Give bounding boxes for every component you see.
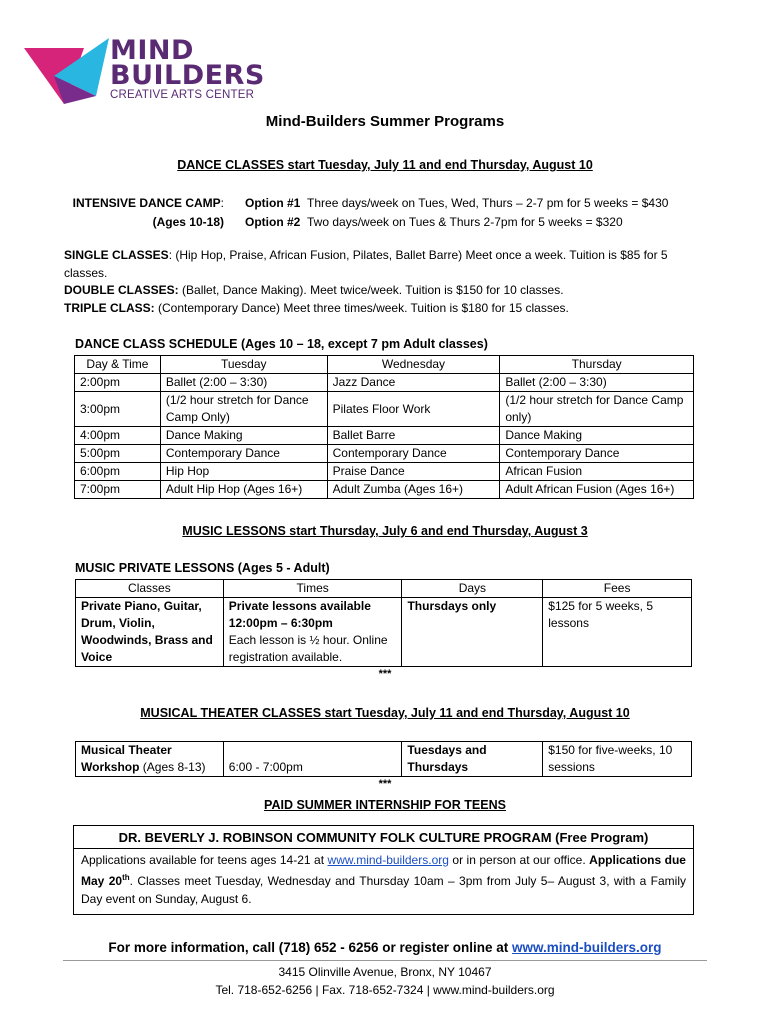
table-row xyxy=(75,374,694,392)
footer-divider xyxy=(63,960,707,961)
table-cell: (1/2 hour stretch for Dance Camp only) xyxy=(500,392,694,427)
table-header-row xyxy=(75,356,694,374)
table-cell: 2:00pm xyxy=(75,374,161,392)
table-cell: 4:00pm xyxy=(75,427,161,445)
table-cell: Adult Hip Hop (Ages 16+) xyxy=(160,481,327,499)
camp-label: INTENSIVE DANCE CAMP: xyxy=(72,196,224,210)
times-range: 12:00pm – 6:30pm xyxy=(228,616,333,630)
table-row xyxy=(75,481,694,499)
theater-name-cell: Musical Theater Workshop (Ages 8-13) xyxy=(76,742,224,777)
page-title: Mind-Builders Summer Programs xyxy=(265,113,505,130)
header-thursday: Thursday xyxy=(500,356,694,374)
dance-classes-info xyxy=(64,247,704,317)
theater-heading: MUSICAL THEATER CLASSES start Tuesday, July 11 and end Thursday, August 10 xyxy=(140,706,630,720)
internship-link[interactable]: www.mind-builders.org xyxy=(327,853,449,867)
table-cell: Ballet (2:00 – 3:30) xyxy=(500,374,694,392)
music-classes-cell: Private Piano, Guitar, Drum, Violin, Woodwinds, Brass and Voice xyxy=(76,598,224,667)
table-row xyxy=(75,427,694,445)
schedule-title: DANCE CLASS SCHEDULE (Ages 10 – 18, except 7 pm Adult classes) xyxy=(75,337,488,351)
table-cell: 6:00pm xyxy=(75,463,161,481)
header-day-time: Day & Time xyxy=(75,356,161,374)
header-wednesday: Wednesday xyxy=(327,356,500,374)
music-fees-cell: $125 for 5 weeks, 5 lessons xyxy=(543,598,692,667)
header-classes: Classes xyxy=(76,580,224,598)
single-classes: SINGLE CLASSES: (Hip Hop, Praise, African Fusion, Pilates, Ballet Barre) Meet once a week. Tuition is $85 for 5 classes. xyxy=(64,248,668,280)
logo-tagline: CREATIVE ARTS CENTER xyxy=(110,89,255,101)
table-row xyxy=(75,392,694,427)
table-cell: Contemporary Dance xyxy=(327,445,500,463)
table-cell: Ballet Barre xyxy=(327,427,500,445)
music-lessons-table xyxy=(75,579,692,667)
table-cell: 7:00pm xyxy=(75,481,161,499)
music-days-cell: Thursdays only xyxy=(402,598,543,667)
program-title: DR. BEVERLY J. ROBINSON COMMUNITY FOLK CULTURE PROGRAM (Free Program) xyxy=(74,826,693,849)
internship-box xyxy=(73,825,694,915)
dance-schedule-table xyxy=(74,355,694,499)
times-note: Each lesson is ½ hour. Online registration available. xyxy=(228,633,388,664)
camp-option-1: Option #1 Three days/week on Tues, Wed, Thurs – 2-7 pm for 5 weeks = $430 xyxy=(245,196,669,210)
table-row xyxy=(75,463,694,481)
footer-address-block xyxy=(0,963,770,999)
theater-table xyxy=(75,741,692,777)
header-tuesday: Tuesday xyxy=(160,356,327,374)
theater-time-cell: 6:00 - 7:00pm xyxy=(223,742,402,777)
music-private-title: MUSIC PRIVATE LESSONS (Ages 5 - Adult) xyxy=(75,561,330,575)
table-cell: (1/2 hour stretch for Dance Camp Only) xyxy=(160,392,327,427)
times-available: Private lessons available xyxy=(228,599,371,613)
header-fees: Fees xyxy=(543,580,692,598)
table-cell: Dance Making xyxy=(160,427,327,445)
table-cell: Jazz Dance xyxy=(327,374,500,392)
table-cell: Hip Hop xyxy=(160,463,327,481)
table-cell: Dance Making xyxy=(500,427,694,445)
table-cell: Pilates Floor Work xyxy=(327,392,500,427)
footer-register-link[interactable]: www.mind-builders.org xyxy=(512,940,662,955)
internship-heading: PAID SUMMER INTERNSHIP FOR TEENS xyxy=(264,798,506,812)
table-cell: Contemporary Dance xyxy=(500,445,694,463)
table-cell: African Fusion xyxy=(500,463,694,481)
logo-line-builders: BUILDERS xyxy=(110,60,265,91)
triple-classes: TRIPLE CLASS: (Contemporary Dance) Meet three times/week. Tuition is $180 for 15 classes. xyxy=(64,300,569,315)
music-heading: MUSIC LESSONS start Thursday, July 6 and end Thursday, August 3 xyxy=(182,524,588,538)
logo-line-mind: MIND xyxy=(110,35,194,66)
table-row xyxy=(76,742,692,777)
footer-address: 3415 Olinville Avenue, Bronx, NY 10467 xyxy=(278,965,492,979)
table-cell: Ballet (2:00 – 3:30) xyxy=(160,374,327,392)
footer-contact: Tel. 718-652-6256 | Fax. 718-652-7324 | www.mind-builders.org xyxy=(215,983,555,997)
table-cell: 3:00pm xyxy=(75,392,161,427)
table-cell: Contemporary Dance xyxy=(160,445,327,463)
table-row xyxy=(76,598,692,667)
separator-stars-2: *** xyxy=(378,778,392,790)
header-times: Times xyxy=(223,580,402,598)
separator-stars: *** xyxy=(378,668,392,680)
header-days: Days xyxy=(402,580,543,598)
table-cell: Adult Zumba (Ages 16+) xyxy=(327,481,500,499)
camp-option-2: Option #2 Two days/week on Tues & Thurs 2-7pm for 5 weeks = $320 xyxy=(245,215,623,229)
theater-days-cell: Tuesdays and Thursdays xyxy=(402,742,543,777)
dance-heading: DANCE CLASSES start Tuesday, July 11 and end Thursday, August 10 xyxy=(177,158,593,172)
logo-wordmark xyxy=(110,35,265,101)
table-cell: Praise Dance xyxy=(327,463,500,481)
footer-more-info: For more information, call (718) 652 - 6256 or register online at www.mind-builders.org xyxy=(108,940,662,955)
table-cell: 5:00pm xyxy=(75,445,161,463)
table-row xyxy=(75,445,694,463)
theater-fee-cell: $150 for five-weeks, 10 sessions xyxy=(543,742,692,777)
program-description: Applications available for teens ages 14-21 at www.mind-builders.org or in person at our office. Applications due May 20th. Classes meet Tuesday, Wednesday and Thursday 10am – 3pm from July 5– August 3, with a Family Day event on Sunday, August 6. xyxy=(81,853,686,906)
camp-ages: (Ages 10-18) xyxy=(152,215,224,229)
double-classes: DOUBLE CLASSES: (Ballet, Dance Making). Meet twice/week. Tuition is $150 for 10 classes. xyxy=(64,283,564,297)
table-header-row xyxy=(76,580,692,598)
music-times-cell xyxy=(223,598,402,667)
table-cell: Adult African Fusion (Ages 16+) xyxy=(500,481,694,499)
